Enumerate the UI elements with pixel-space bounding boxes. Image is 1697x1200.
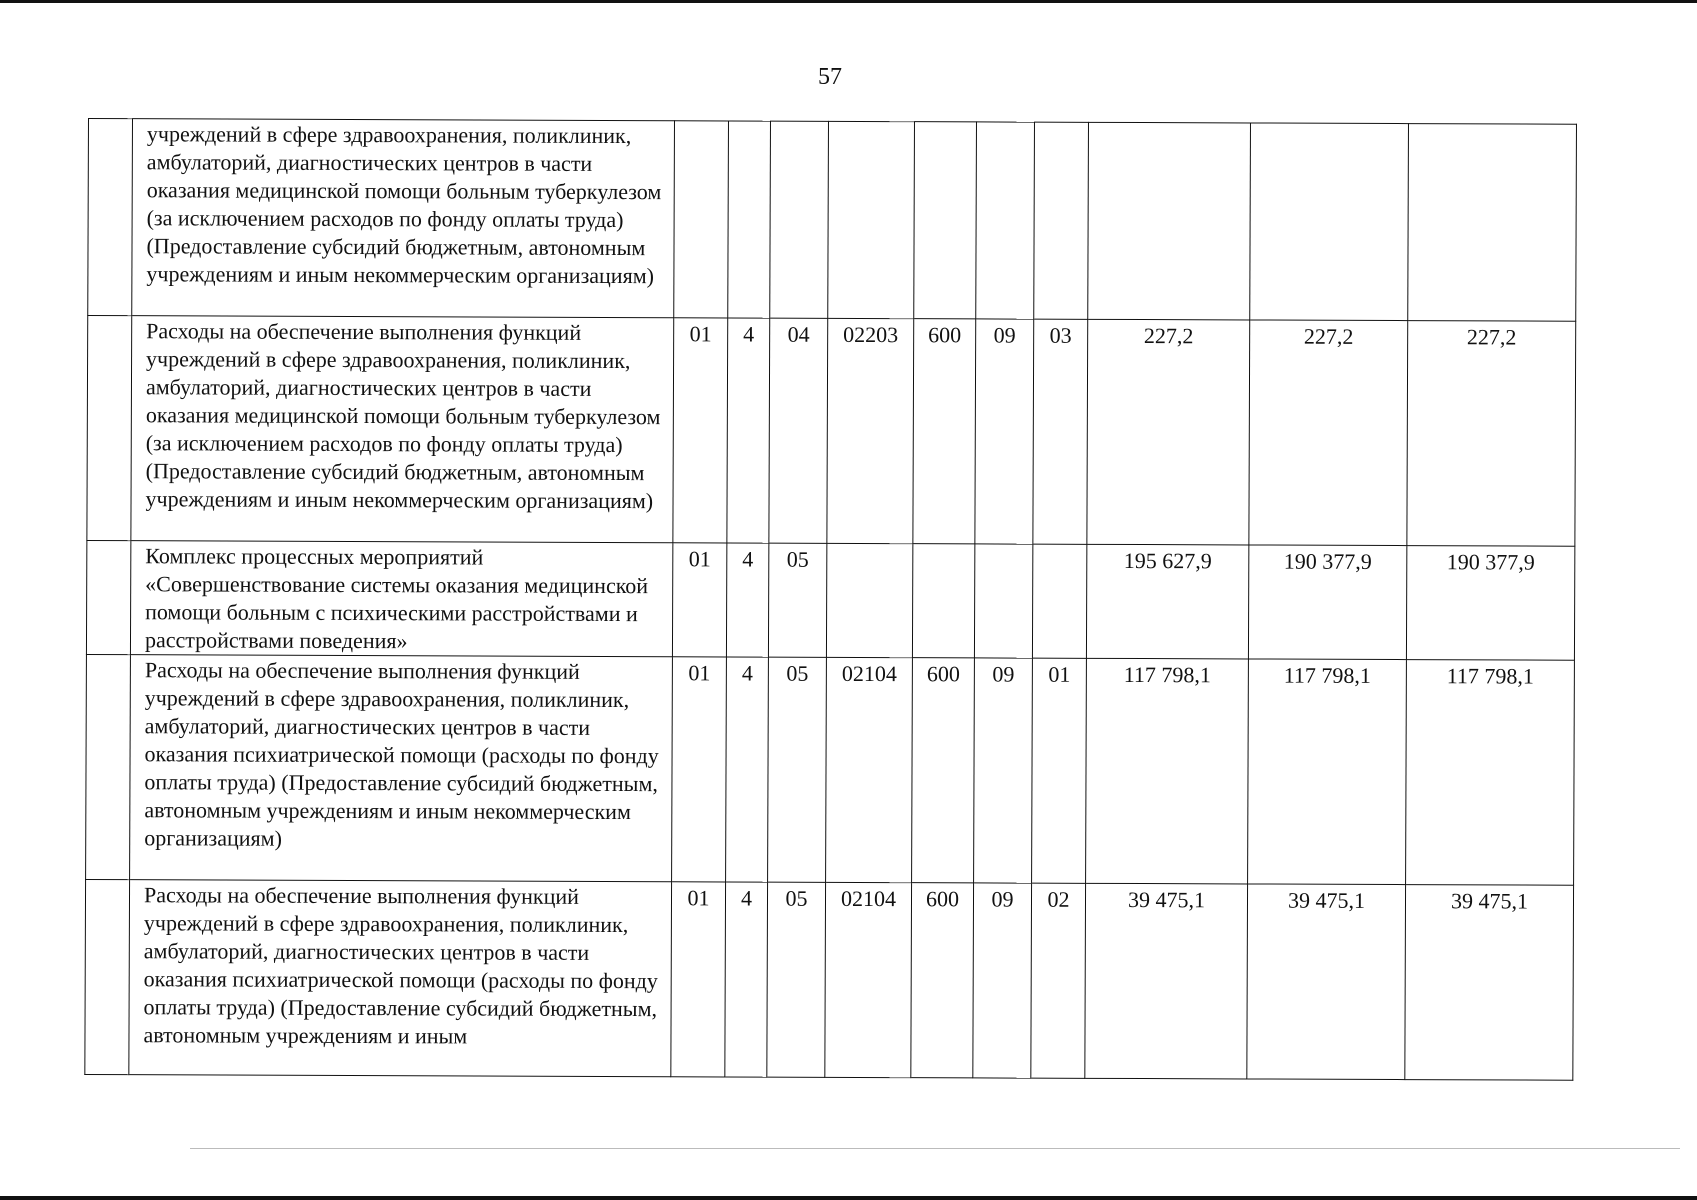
row-number-cell (85, 879, 130, 1074)
amount-year-1-cell: 117 798,1 (1086, 658, 1249, 884)
subsection-cell (1034, 122, 1089, 319)
program-code-cell (674, 121, 729, 318)
row-number-cell (86, 654, 131, 879)
subprogram-type-cell (728, 121, 771, 318)
direction-code-cell: 02104 (826, 657, 913, 882)
amount-year-3-cell: 227,2 (1407, 321, 1576, 547)
expense-type-cell: 600 (912, 658, 975, 883)
amount-year-3-cell (1408, 124, 1577, 322)
direction-code-cell: 02104 (825, 882, 912, 1077)
program-code-cell: 01 (671, 882, 726, 1077)
direction-code-cell (828, 121, 915, 318)
section-cell (974, 544, 1032, 658)
section-cell (976, 122, 1035, 319)
scan-faint-line (190, 1148, 1680, 1149)
row-number-cell (88, 119, 133, 316)
row-number-cell (87, 316, 132, 541)
amount-year-2-cell: 227,2 (1249, 320, 1408, 546)
description-cell: Комплекс процессных мероприятий «Совершенствование системы оказания медицинской помощи больным с психическими расстройствами и расстройствами поведения» (130, 541, 672, 657)
table-row (86, 654, 1575, 885)
amount-year-1-cell: 39 475,1 (1085, 883, 1248, 1079)
amount-year-1-cell (1088, 122, 1251, 320)
budget-table (84, 118, 1577, 1081)
scan-top-border (0, 0, 1697, 3)
amount-year-2-cell (1250, 123, 1409, 321)
description-cell: Расходы на обеспечение выполнения функций учреждений в сфере здравоохранения, поликлиник, амбулаторий, диагностических центров в части оказания медицинской помощи больным туберкулезом (за исключением расходов по фонду оплаты труда) (Предоставление субсидий бюджетным, автономным учреждениям и иным некоммерческим организациям) (131, 316, 674, 543)
section-cell: 09 (973, 883, 1032, 1078)
amount-year-2-cell: 190 377,9 (1248, 545, 1406, 660)
subprogram-type-cell: 4 (727, 318, 770, 543)
expense-type-cell: 600 (913, 319, 976, 544)
description-cell: Расходы на обеспечение выполнения функций учреждений в сфере здравоохранения, поликлиник, амбулаторий, диагностических центров в части оказания психиатрической помощи (расходы по фонду оплаты труда) (Предоставление субсидий бюджетным, автономным учреждениям и иным (129, 880, 672, 1077)
section-cell: 09 (974, 658, 1033, 883)
expense-type-cell (912, 544, 974, 658)
section-cell: 09 (975, 319, 1034, 544)
subsection-cell (1032, 544, 1086, 658)
complex-code-cell: 05 (768, 657, 827, 882)
complex-code-cell: 05 (767, 882, 826, 1077)
subsection-cell: 03 (1033, 319, 1088, 544)
complex-code-cell: 05 (768, 543, 826, 657)
subsection-cell: 02 (1031, 883, 1086, 1078)
program-code-cell: 01 (672, 543, 726, 657)
subsection-cell: 01 (1032, 658, 1087, 883)
direction-code-cell: 02203 (827, 318, 914, 543)
amount-year-2-cell: 117 798,1 (1248, 659, 1407, 885)
table-row (87, 316, 1576, 547)
amount-year-1-cell: 195 627,9 (1086, 544, 1248, 659)
subprogram-type-cell: 4 (726, 543, 768, 657)
table-row (85, 879, 1574, 1080)
row-number-cell (86, 540, 130, 654)
table-row (86, 540, 1574, 660)
amount-year-3-cell: 117 798,1 (1406, 660, 1575, 886)
amount-year-3-cell: 190 377,9 (1406, 546, 1574, 661)
table-row (88, 119, 1577, 322)
subprogram-type-cell: 4 (725, 882, 768, 1077)
amount-year-2-cell: 39 475,1 (1247, 884, 1406, 1080)
description-cell: Расходы на обеспечение выполнения функций учреждений в сфере здравоохранения, поликлиник, амбулаторий, диагностических центров в части оказания психиатрической помощи (расходы по фонду оплаты труда) (Предоставление субсидий бюджетным, автономным учреждениям и иным некоммерческим организациям) (130, 655, 673, 882)
expense-type-cell (914, 122, 977, 319)
description-cell: учреждений в сфере здравоохранения, поликлиник, амбулаторий, диагностических центров в части оказания медицинской помощи больным туберкулезом (за исключением расходов по фонду оплаты труда) (Предоставление субсидий бюджетным, автономным учреждениям и иным некоммерческим организациям) (132, 119, 675, 318)
complex-code-cell: 04 (769, 318, 828, 543)
program-code-cell: 01 (673, 318, 728, 543)
subprogram-type-cell: 4 (726, 657, 769, 882)
page-number: 57 (818, 64, 842, 90)
amount-year-3-cell: 39 475,1 (1405, 885, 1574, 1081)
scan-bottom-border (0, 1196, 1697, 1200)
complex-code-cell (770, 121, 829, 318)
amount-year-1-cell: 227,2 (1087, 319, 1250, 545)
direction-code-cell (826, 543, 912, 657)
program-code-cell: 01 (672, 657, 727, 882)
expense-type-cell: 600 (911, 883, 974, 1078)
